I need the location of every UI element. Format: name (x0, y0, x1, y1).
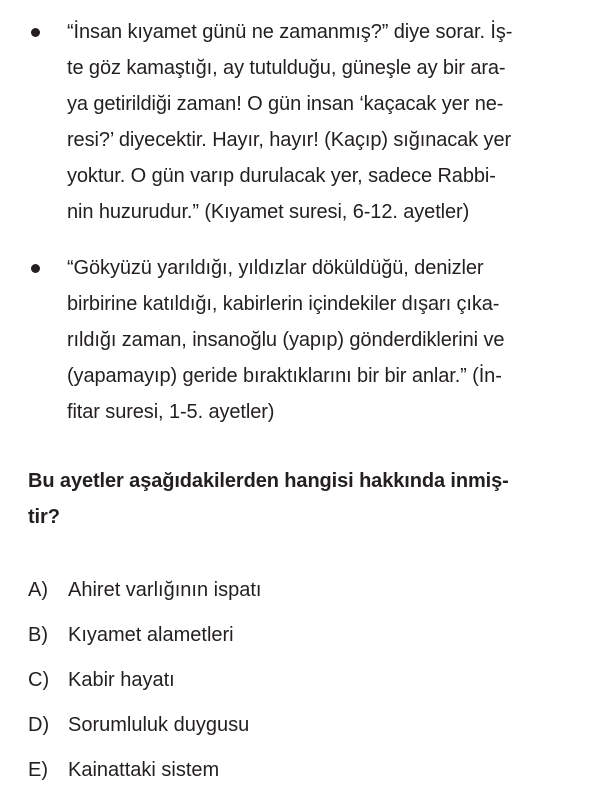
passage-line: resi?’ diyecektir. Hayır, hayır! (Kaçıp) sığınacak yer (67, 129, 512, 151)
option-d[interactable] (28, 707, 588, 752)
option-text: Sorumluluk duygusu (68, 714, 250, 736)
option-c[interactable] (28, 662, 588, 707)
option-text: Kabir hayatı (68, 669, 175, 691)
option-letter: D) (28, 714, 50, 736)
option-letter: E) (28, 759, 48, 781)
verse-passage-2 (0, 250, 603, 430)
passage-line: te göz kamaştığı, ay tutulduğu, güneşle ay bir ara- (67, 57, 506, 79)
option-text: Kıyamet alametleri (68, 624, 234, 646)
option-letter: A) (28, 579, 48, 601)
passage-line: nin huzurudur.” (Kıyamet suresi, 6-12. ayetler) (67, 201, 470, 223)
option-b[interactable] (28, 617, 588, 662)
answer-options (28, 572, 588, 797)
question-line: Bu ayetler aşağıdakilerden hangisi hakkında inmiş- (28, 470, 509, 492)
option-text: Kainattaki sistem (68, 759, 220, 781)
passage-line: rıldığı zaman, insanoğlu (yapıp) gönderdiklerini ve (67, 329, 505, 351)
passage-line: fitar suresi, 1-5. ayetler) (67, 401, 275, 423)
question-line: tir? (28, 506, 60, 528)
verse-list (0, 14, 603, 450)
option-letter: B) (28, 624, 48, 646)
option-letter: C) (28, 669, 50, 691)
bullet-icon (31, 264, 40, 273)
option-a[interactable] (28, 572, 588, 617)
passage-line: (yapamayıp) geride bıraktıklarını bir bir anlar.” (İn- (67, 365, 502, 387)
passage-line: yoktur. O gün varıp durulacak yer, sadece Rabbi- (67, 165, 496, 187)
question-stem (28, 463, 588, 535)
verse-passage-1 (0, 14, 603, 230)
passage-line: “Gökyüzü yarıldığı, yıldızlar döküldüğü, denizler (67, 257, 484, 279)
passage-line: birbirine katıldığı, kabirlerin içindekiler dışarı çıka- (67, 293, 500, 315)
option-text: Ahiret varlığının ispatı (68, 579, 262, 601)
option-e[interactable] (28, 752, 588, 797)
passage-line: ya getirildiği zaman! O gün insan ‘kaçacak yer ne- (67, 93, 504, 115)
passage-line: “İnsan kıyamet günü ne zamanmış?” diye sorar. İş- (67, 21, 513, 43)
bullet-icon (31, 28, 40, 37)
